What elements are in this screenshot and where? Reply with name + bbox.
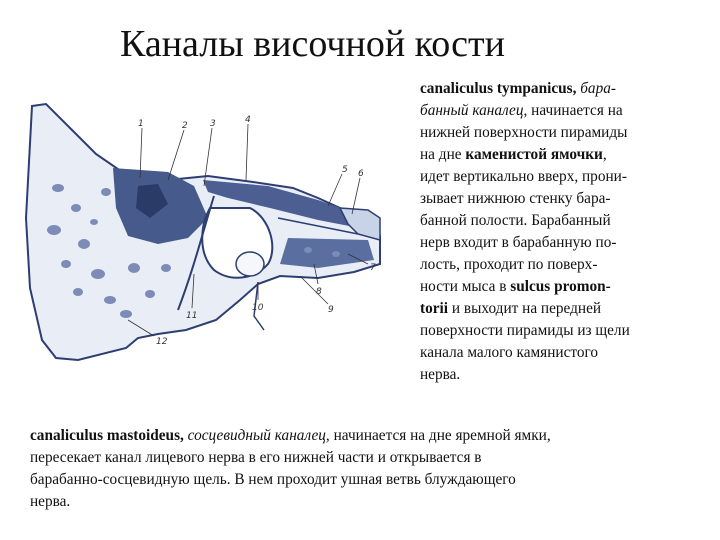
- text-line: нерва.: [30, 493, 71, 510]
- text-line: нерва.: [420, 366, 461, 383]
- slide-title: Каналы височной кости: [120, 23, 505, 65]
- figure-label-3: 3: [210, 119, 216, 129]
- text-line: барабанно-сосцевидную щель. В нем проходит ушная ветвь блуждающего: [30, 471, 516, 488]
- term-canaliculus-mastoideus: canaliculus mastoideus,: [30, 427, 184, 444]
- text-line: канала малого камянистого: [420, 344, 599, 361]
- text-line: лость, проходит по поверх-: [420, 256, 598, 273]
- text-fragment: начинается на дне яремной ямки,: [329, 427, 551, 444]
- text-line: нерв входит в барабанную по-: [420, 234, 617, 251]
- figure-label-6: 6: [358, 169, 364, 179]
- figure-label-9: 9: [328, 305, 334, 315]
- text-fragment: ности мыса в: [420, 278, 511, 295]
- text-line: нижней поверхности пирамиды: [420, 124, 628, 141]
- figure-label-7: 7: [370, 263, 376, 273]
- text-fragment: и выходит на передней: [448, 300, 602, 317]
- figure-label-5: 5: [342, 165, 348, 175]
- figure-label-2: 2: [182, 121, 188, 131]
- text-fragment: бара-: [576, 80, 616, 97]
- figure-label-12: 12: [156, 337, 168, 347]
- text-line: зывает нижнюю стенку бара-: [420, 190, 611, 207]
- mastoid-canaliculus-description: [30, 425, 715, 513]
- text-line: банной полости. Барабанный: [420, 212, 611, 229]
- figure-label-11: 11: [186, 311, 198, 321]
- temporal-bone-section-illustration: [18, 68, 400, 382]
- term-petrous-fossula: каменистой ямочки: [465, 146, 603, 163]
- term-sulcus-promontorii-end: torii: [420, 300, 449, 317]
- text-fragment: ,: [602, 146, 607, 163]
- text-line: поверхности пирамиды из щели: [420, 322, 630, 339]
- text-fragment: , начинается на: [523, 102, 623, 119]
- figure-label-1: 1: [138, 119, 144, 129]
- figure-label-10: 10: [252, 303, 264, 313]
- text-fragment: на дне: [420, 146, 466, 163]
- term-russian-mastoid: сосцевидный каналец,: [183, 427, 330, 444]
- term-canaliculus-tympanicus: canaliculus tympanicus,: [420, 80, 577, 97]
- term-sulcus-promontorii: sulcus promon-: [510, 278, 611, 295]
- tympanic-canaliculus-description: [420, 78, 710, 386]
- text-line: идет вертикально вверх, прони-: [420, 168, 627, 185]
- text-line: пересекает канал лицевого нерва в его нижней части и открывается в: [30, 449, 482, 466]
- figure-label-8: 8: [316, 287, 322, 297]
- term-russian-tympanic: банный каналец: [420, 102, 524, 119]
- figure-label-4: 4: [245, 115, 251, 125]
